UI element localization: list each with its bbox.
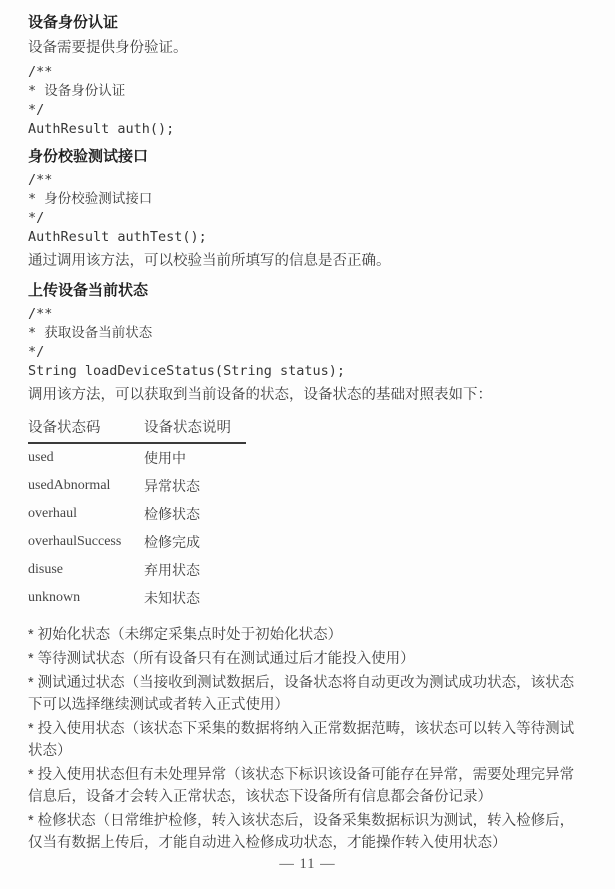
table-row: [28, 443, 246, 472]
status-desc: 使用中: [144, 450, 186, 466]
code-line: */: [28, 210, 45, 226]
status-note: * 测试通过状态（当接收到测试数据后，设备状态将自动更改为测试成功状态，该状态下可以选择继续测试或者转入正式使用）: [28, 675, 575, 713]
status-code: disuse: [28, 562, 63, 577]
code-line: /**: [28, 172, 53, 188]
status-notes-list: [28, 622, 587, 856]
status-code: overhaul: [28, 506, 77, 521]
table-row: [28, 500, 246, 528]
status-desc: 弃用状态: [144, 562, 200, 578]
code-line: */: [28, 344, 45, 360]
device-status-table: [28, 414, 246, 612]
code-block-upload-status: [28, 305, 587, 381]
code-line: AuthResult auth();: [28, 121, 175, 137]
code-line: * 设备身份认证: [28, 83, 126, 99]
status-note: * 检修状态（日常维护检修，转入该状态后，设备采集数据标识为测试，转入检修后，仅当有数据上传后，才能自动进入检修成功状态，才能操作转入使用状态）: [28, 813, 575, 851]
status-note: * 等待测试状态（所有设备只有在测试通过后才能投入使用）: [28, 651, 415, 667]
status-desc: 未知状态: [144, 590, 200, 606]
status-desc: 异常状态: [144, 478, 200, 494]
table-header-status-code: 设备状态码: [28, 414, 144, 443]
table-header-status-desc: 设备状态说明: [144, 414, 246, 443]
section-heading-auth-test: 身份校验测试接口: [28, 148, 149, 165]
code-line: /**: [28, 306, 53, 322]
paragraph-auth-test-note: 通过调用该方法，可以校验当前所填写的信息是否正确。: [28, 253, 391, 269]
paragraph-auth-intro: 设备需要提供身份验证。: [28, 40, 188, 56]
code-line: * 获取设备当前状态: [28, 325, 153, 341]
status-note: * 投入使用状态（该状态下采集的数据将纳入正常数据范畴，该状态可以转入等待测试状态）: [28, 721, 575, 759]
page-number: — 11 —: [279, 856, 336, 872]
code-line: * 身份校验测试接口: [28, 191, 153, 207]
status-desc: 检修状态: [144, 506, 200, 522]
table-header-row: [28, 414, 246, 443]
code-line: */: [28, 102, 45, 118]
section-heading-device-auth: 设备身份认证: [28, 14, 119, 31]
table-row: [28, 472, 246, 500]
status-note: * 初始化状态（未绑定采集点时处于初始化状态）: [28, 627, 343, 643]
code-line: String loadDeviceStatus(String status);: [28, 363, 345, 379]
table-row: [28, 528, 246, 556]
code-block-auth: [28, 63, 587, 139]
status-code: unknown: [28, 590, 81, 605]
code-line: /**: [28, 64, 53, 80]
status-desc: 检修完成: [144, 534, 200, 550]
table-row: [28, 584, 246, 612]
section-heading-upload-status: 上传设备当前状态: [28, 282, 149, 299]
status-code: usedAbnormal: [28, 478, 111, 493]
status-code: used: [28, 450, 54, 465]
paragraph-upload-status-note: 调用该方法，可以获取到当前设备的状态，设备状态的基础对照表如下：: [28, 387, 492, 403]
code-block-auth-test: [28, 171, 587, 247]
status-note: * 投入使用状态但有未处理异常（该状态下标识该设备可能存在异常，需要处理完异常信息后，设备才会转入正常状态，该状态下设备所有信息都会备份记录）: [28, 767, 575, 805]
table-row: [28, 556, 246, 584]
status-code: overhaulSuccess: [28, 534, 122, 549]
code-line: AuthResult authTest();: [28, 229, 207, 245]
